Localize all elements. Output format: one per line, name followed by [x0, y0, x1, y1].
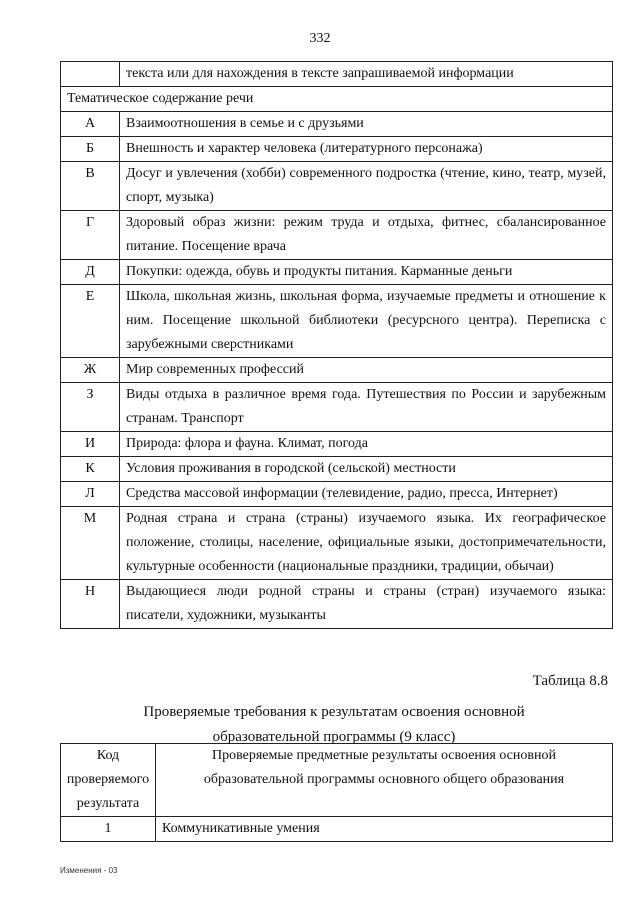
table-title-line: Проверяемые требования к результатам освоения основной	[143, 704, 525, 720]
row-text: Здоровый образ жизни: режим труда и отдыха, фитнес, сбалансированное питание. Посещение врача	[120, 211, 613, 260]
topic-table	[60, 61, 613, 629]
row-code: А	[61, 112, 120, 137]
row-text: Взаимоотношения в семье и с друзьями	[120, 112, 613, 137]
header-row	[61, 744, 613, 817]
requirements-table	[60, 743, 613, 842]
row-code: 1	[61, 817, 156, 842]
row-code: В	[61, 162, 120, 211]
row-code: М	[61, 507, 120, 580]
table-row	[61, 211, 613, 260]
row-code: Л	[61, 482, 120, 507]
row-code: К	[61, 457, 120, 482]
row-code: Г	[61, 211, 120, 260]
header-description: Проверяемые предметные результаты освоения основной образовательной программы основного общего образования	[156, 744, 613, 817]
row-text: Коммуникативные умения	[156, 817, 613, 842]
row-text: Покупки: одежда, обувь и продукты питания. Карманные деньги	[120, 260, 613, 285]
row-text: Внешность и характер человека (литературного персонажа)	[120, 137, 613, 162]
table-row	[61, 580, 613, 629]
table-row	[61, 260, 613, 285]
row-code: Д	[61, 260, 120, 285]
table-row	[61, 383, 613, 432]
row-text: Виды отдыха в различное время года. Путешествия по России и зарубежным странам. Транспорт	[120, 383, 613, 432]
row-code: Б	[61, 137, 120, 162]
row-text: Досуг и увлечения (хобби) современного подростка (чтение, кино, театр, музей, спорт, музыка)	[120, 162, 613, 211]
continuation-text: текста или для нахождения в тексте запрашиваемой информации	[120, 62, 613, 87]
row-code: И	[61, 432, 120, 457]
table-row	[61, 162, 613, 211]
table-row	[61, 482, 613, 507]
row-text: Выдающиеся люди родной страны и страны (стран) изучаемого языка: писатели, художники, музыканты	[120, 580, 613, 629]
row-text: Мир современных профессий	[120, 358, 613, 383]
footer-note: Изменения - 03	[60, 866, 118, 875]
row-text: Школа, школьная жизнь, школьная форма, изучаемые предметы и отношение к ним. Посещение школьной библиотеки (ресурсного центра). Переписка с зарубежными сверстниками	[120, 285, 613, 358]
row-code: Е	[61, 285, 120, 358]
table-row	[61, 285, 613, 358]
page-number: 332	[309, 31, 331, 46]
table-row	[61, 137, 613, 162]
section-header: Тематическое содержание речи	[61, 87, 613, 112]
row-text: Средства массовой информации (телевидение, радио, пресса, Интернет)	[120, 482, 613, 507]
row-code: З	[61, 383, 120, 432]
row-code: Ж	[61, 358, 120, 383]
table-row	[61, 62, 613, 87]
row-code: Н	[61, 580, 120, 629]
row-text: Природа: флора и фауна. Климат, погода	[120, 432, 613, 457]
table-cell-empty	[61, 62, 120, 87]
table-row	[61, 507, 613, 580]
table-label: Таблица 8.8	[532, 673, 608, 689]
header-code: Код проверяемого результата	[61, 744, 156, 817]
row-text: Условия проживания в городской (сельской) местности	[120, 457, 613, 482]
section-header-row	[61, 87, 613, 112]
table-row	[61, 457, 613, 482]
table-row	[61, 358, 613, 383]
table-row	[61, 432, 613, 457]
table-title-line: образовательной программы (9 класс)	[212, 729, 456, 745]
table-row	[61, 112, 613, 137]
table-row	[61, 817, 613, 842]
row-text: Родная страна и страна (страны) изучаемого языка. Их географическое положение, столицы, население, официальные языки, достопримечательности, культурные особенности (национальные праздники, традиции, обычаи)	[120, 507, 613, 580]
